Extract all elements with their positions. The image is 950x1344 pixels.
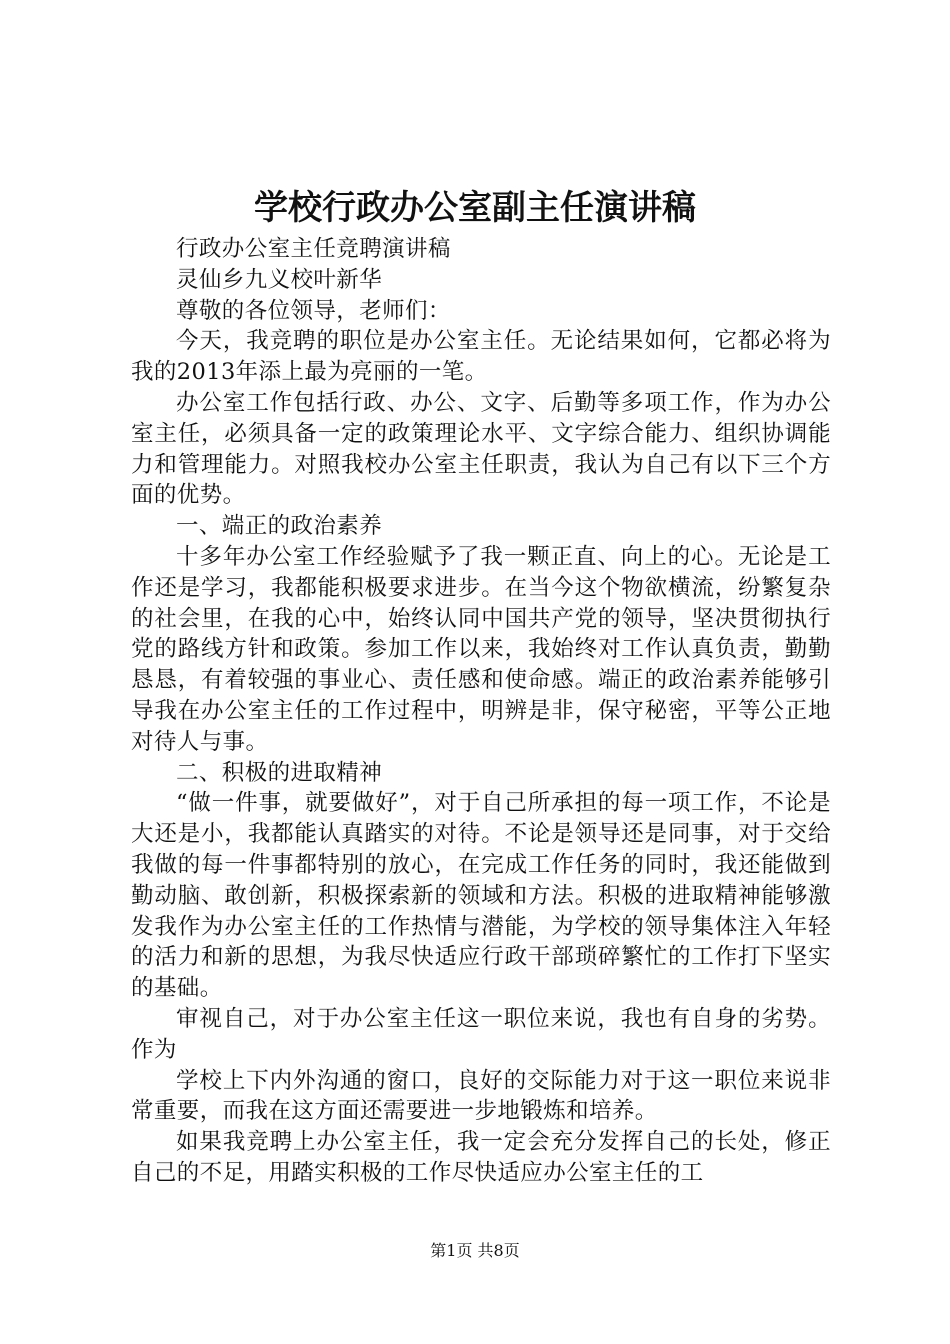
paragraph: “做一件事，就要做好”，对于自己所承担的每一项工作，不论是大还是小，我都能认真踏实的对待。不论是领导还是同事，对于交给我做的每一件事都特别的放心，在完成工作任务的同时，我还能做到勤动脑、敢创新，积极探索新的领域和方法。积极的进取精神能够激发我作为办公室主任的工作热情与潜能，为学校的领导集体注入年轻的活力和新的思想，为我尽快适应行政干部琐碎繁忙的工作打下坚实的基础。: [131, 790, 831, 1002]
paragraph: 学校上下内外沟通的窗口，良好的交际能力对于这一职位来说非常重要，而我在这方面还需要进一步地锻炼和培养。: [131, 1067, 831, 1125]
section-heading: 一、端正的政治素养: [176, 513, 383, 540]
paragraph: 如果我竞聘上办公室主任，我一定会充分发挥自己的长处，修正自己的不足，用踏实积极的工作尽快适应办公室主任的工: [131, 1129, 831, 1186]
paragraph: 审视自己，对于办公室主任这一职位来说，我也有自身的劣势。作为: [131, 1005, 831, 1063]
page-footer: 第1页 共8页: [430, 1241, 520, 1260]
paragraph: 行政办公室主任竞聘演讲稿: [176, 236, 451, 262]
paragraph: 十多年办公室工作经验赋予了我一颗正直、向上的心。无论是工作还是学习，我都能积极要求进步。在当今这个物欲横流，纷繁复杂的社会里，在我的心中，始终认同中国共产党的领导，坚决贯彻执行党的路线方针和政策。参加工作以来，我始终对工作认真负责，勤勤恳恳，有着较强的事业心、责任感和使命感。端正的政治素养能够引导我在办公室主任的工作过程中，明辨是非，保守秘密，平等公正地对待人与事。: [131, 543, 831, 755]
paragraph: 办公室工作包括行政、办公、文字、后勤等多项工作，作为办公室主任，必须具备一定的政策理论水平、文字综合能力、组织协调能力和管理能力。对照我校办公室主任职责，我认为自己有以下三个方面的优势。: [131, 389, 831, 509]
page-title: 学校行政办公室副主任演讲稿: [254, 188, 696, 228]
document-body: [131, 234, 831, 1189]
paragraph: 灵仙乡九义校叶新华: [176, 266, 383, 293]
section-heading: 二、积极的进取精神: [176, 759, 383, 786]
paragraph: 今天，我竞聘的职位是办公室主任。无论结果如何，它都必将为我的2013年添上最为亮丽的一笔。: [131, 328, 831, 386]
paragraph: 尊敬的各位领导，老师们：: [176, 297, 451, 324]
